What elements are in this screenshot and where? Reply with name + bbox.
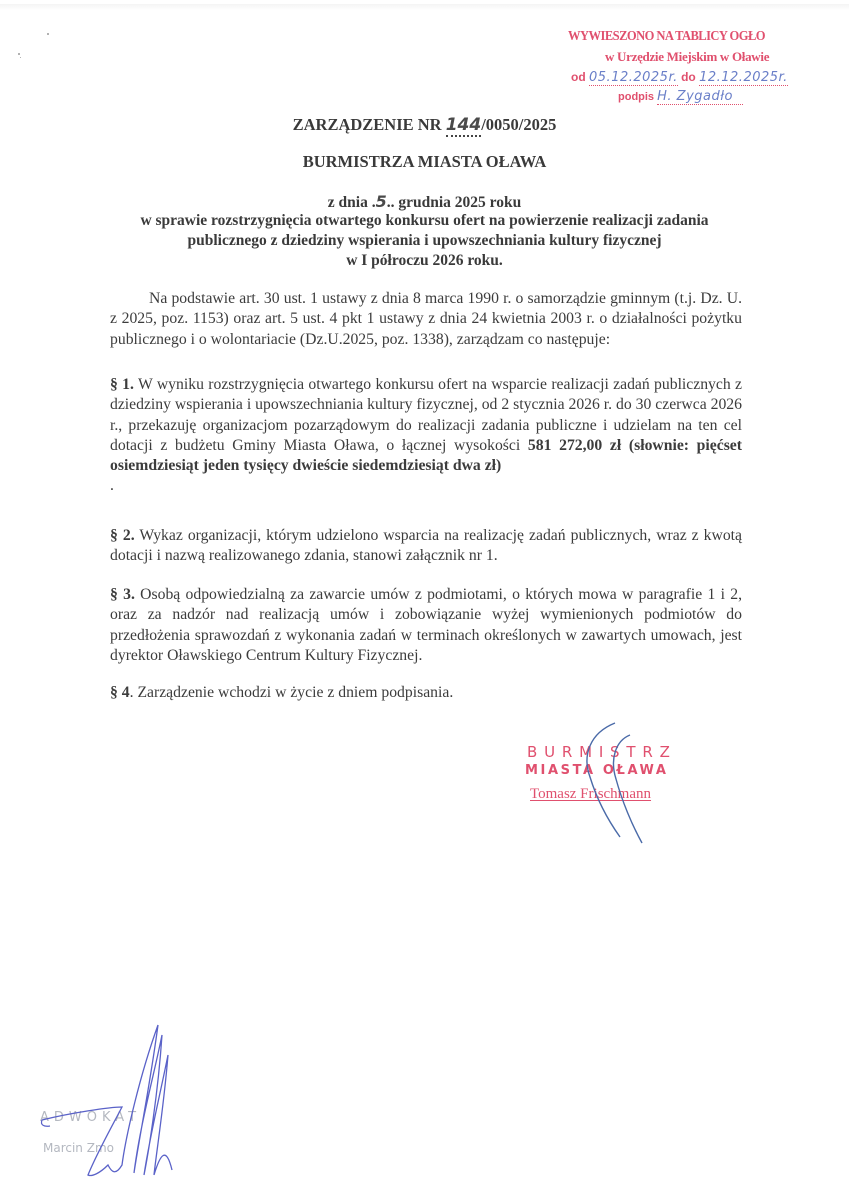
section-4 xyxy=(110,683,742,703)
posting-to-date: 12.12.2025r. xyxy=(699,70,788,85)
document-subject xyxy=(0,211,849,271)
posting-stamp-office: w Urzędzie Miejskim w Oławie xyxy=(605,49,770,64)
date-suffix: .. grudnia 2025 roku xyxy=(386,194,522,211)
mayor-stamp xyxy=(525,743,705,803)
scan-speck xyxy=(18,53,20,55)
section-2 xyxy=(110,526,742,567)
subject-line: w sprawie rozstrzygnięcia otwartego konkursu ofert na powierzenie realizacji zadania xyxy=(140,212,709,229)
legal-basis-paragraph: Na podstawie art. 30 ust. 1 ustawy z dnia 8 marca 1990 r. o samorządzie gminnym (t.j. Dz. U. z 2025, poz. 1153) oraz art. 5 ust. 4 pkt 1 ustawy z dnia 24 kwietnia 2003 r. o działalności pożytku publicznego i o wolontariacie (Dz.U.2025, poz. 1338), zarządzam co następuje: xyxy=(110,290,742,348)
handwritten-number: 144 xyxy=(445,115,482,135)
mayor-name: Tomasz Frischmann xyxy=(530,786,652,802)
scan-speck xyxy=(47,33,49,35)
section-1-label: § 1. xyxy=(110,376,134,393)
advocate-stamp-title: ADWOKAT xyxy=(40,1110,142,1125)
title-suffix: /0050/2025 xyxy=(481,115,557,134)
section-1-end: . xyxy=(110,477,114,495)
section-4-label: § 4 xyxy=(110,684,130,701)
mayor-stamp-title: BURMISTRZ xyxy=(527,743,677,761)
section-1 xyxy=(110,375,742,497)
date-prefix: z dnia . xyxy=(327,194,376,211)
grant-amount: 581 272,00 zł (słownie: pięćset osiemdziesiąt jeden tysięcy dwieście siedemdziesiąt dwa zł) xyxy=(110,436,742,475)
section-3-text: Osobą odpowiedzialną za zawarcie umów z podmiotami, o których mowa w paragrafie 1 i 2, oraz za nadzór nad realizacją umów i zobowiązanie wyżej wymienionych podmiotów do przedłożenia sprawozdań z wykonania zadań w terminach określonych w zawartych umowach, jest dyrektor Oławskiego Centrum Kultury Fizycznej. xyxy=(110,586,742,664)
posting-sign-value: H. Zygadło xyxy=(657,89,743,105)
page-title xyxy=(0,115,849,135)
posting-stamp-title: WYWIESZONO NA TABLICY OGŁO xyxy=(568,28,766,43)
posting-stamp-signature xyxy=(618,89,818,104)
section-1-text: W wyniku rozstrzygnięcia otwartego konkursu ofert na wsparcie realizacji zadań publicznych z dziedziny wspierania i upowszechniania kultury fizycznej, od 2 stycznia 2026 r. do 30 czerwca 2026 r., przekazuję organizacjom pozarządowym do realizacji zadania publiczne i udzielam na ten cel dotacji z budżetu Gminy Miasta Oława, o łącznej wysokości xyxy=(110,376,743,454)
issuer-title: BURMISTRZA MIASTA OŁAWA xyxy=(302,152,547,171)
scan-speck xyxy=(20,57,21,58)
posting-stamp-dates xyxy=(571,70,818,85)
advocate-name: Marcin Zmo xyxy=(43,1141,114,1155)
handwritten-day: 5 xyxy=(375,192,387,211)
advocate-signature-icon xyxy=(30,1015,190,1190)
section-4-text: . Zarządzenie wchodzi w życie z dniem podpisania. xyxy=(129,684,454,701)
document-date xyxy=(0,192,849,212)
posting-from-label: od xyxy=(571,70,586,84)
section-2-text: Wykaz organizacji, którym udzielono wsparcia na realizację zadań publicznych, wraz z kwotą dotacji i nazwą realizowanego zdania, stanowi załącznik nr 1. xyxy=(110,527,742,565)
posting-sign-label: podpis xyxy=(618,91,655,103)
scan-top-edge xyxy=(0,4,849,10)
subject-line: w I półroczu 2026 roku. xyxy=(346,252,503,269)
advocate-stamp xyxy=(40,1110,141,1155)
mayor-stamp-city: MIASTA OŁAWA xyxy=(525,763,669,778)
section-3 xyxy=(110,585,742,666)
posting-stamp xyxy=(568,28,818,104)
title-prefix: ZARZĄDZENIE NR xyxy=(292,115,446,134)
section-2-label: § 2. xyxy=(110,527,135,544)
posting-to-label: do xyxy=(681,70,696,84)
section-3-label: § 3. xyxy=(110,586,135,603)
posting-from-date: 05.12.2025r. xyxy=(589,70,678,85)
subject-line: publicznego z dziedziny wspierania i upowszechniania kultury fizycznej xyxy=(187,232,662,249)
